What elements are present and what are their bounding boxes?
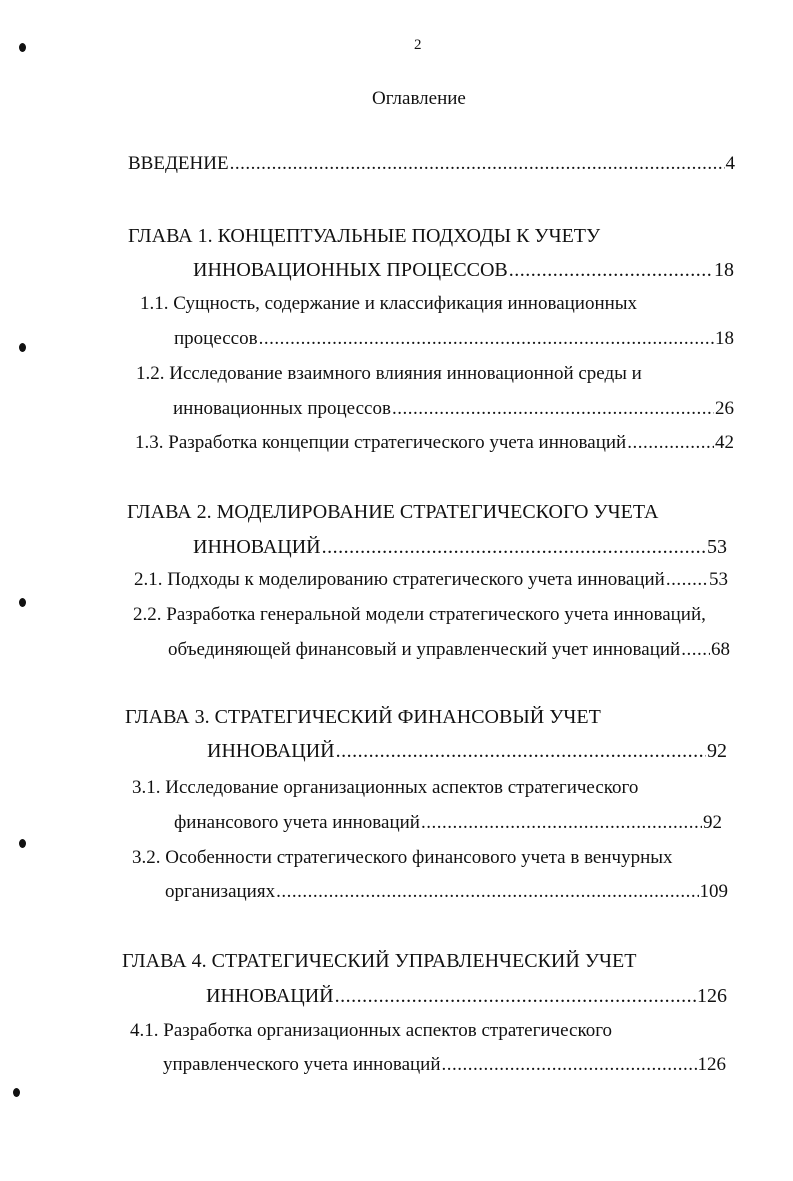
toc-chapter-heading: ГЛАВА 2. МОДЕЛИРОВАНИЕ СТРАТЕГИЧЕСКОГО УЧЕТА <box>127 501 659 523</box>
toc-page: 53 <box>709 569 728 590</box>
binder-hole-mark <box>13 1088 20 1097</box>
toc-chapter-heading: ГЛАВА 3. СТРАТЕГИЧЕСКИЙ ФИНАНСОВЫЙ УЧЕТ <box>125 706 601 728</box>
toc-label: инновационных процессов <box>173 398 391 419</box>
toc-page: 18 <box>714 259 734 281</box>
toc-page: 26 <box>715 398 734 419</box>
toc-page: 4 <box>725 153 735 174</box>
toc-page: 126 <box>697 1054 726 1075</box>
toc-label: организациях <box>165 881 276 902</box>
toc-section-heading: 3.1. Исследование организационных аспектов стратегического <box>132 777 639 798</box>
toc-label: ИННОВАЦИЙ <box>206 985 334 1007</box>
toc-chapter-entry <box>207 739 727 763</box>
leader-dots <box>509 258 713 282</box>
toc-chapter-heading: ГЛАВА 4. СТРАТЕГИЧЕСКИЙ УПРАВЛЕНЧЕСКИЙ УЧЕТ <box>122 950 637 972</box>
toc-page: 53 <box>707 536 727 558</box>
toc-page: 18 <box>715 328 734 349</box>
toc-page: 42 <box>715 432 734 453</box>
toc-label: объединяющей финансовый и управленческий учет инноваций <box>168 639 681 660</box>
toc-label: финансового учета инноваций <box>174 812 420 833</box>
binder-hole-mark <box>19 598 26 607</box>
toc-label: 2.1. Подходы к моделированию стратегического учета инноваций <box>134 569 665 590</box>
leader-dots <box>421 811 702 835</box>
binder-hole-mark <box>19 43 26 52</box>
leader-dots <box>442 1053 697 1077</box>
leader-dots <box>336 739 706 763</box>
toc-label: 1.3. Разработка концепции стратегического учета инноваций <box>135 432 627 453</box>
toc-section-heading: 3.2. Особенности стратегического финансового учета в венчурных <box>132 847 673 868</box>
toc-label: ИННОВАЦИОННЫХ ПРОЦЕССОВ <box>193 259 508 281</box>
toc-section-entry <box>135 431 734 455</box>
leader-dots <box>322 535 706 559</box>
leader-dots <box>666 568 708 592</box>
toc-page: 109 <box>699 881 728 902</box>
leader-dots <box>259 327 714 351</box>
toc-label: ИННОВАЦИЙ <box>193 536 321 558</box>
toc-chapter-entry <box>193 258 734 282</box>
toc-label: управленческого учета инноваций <box>163 1054 441 1075</box>
leader-dots <box>276 880 698 904</box>
toc-section-entry <box>168 638 730 662</box>
toc-page: 92 <box>707 740 727 762</box>
leader-dots <box>335 984 696 1008</box>
toc-section-entry <box>163 1053 726 1077</box>
leader-dots <box>627 431 714 455</box>
toc-label: ИННОВАЦИЙ <box>207 740 335 762</box>
toc-section-entry <box>174 327 734 351</box>
page-title: Оглавление <box>372 88 466 109</box>
toc-section-entry <box>165 880 728 904</box>
toc-section-entry <box>134 568 728 592</box>
toc-section-heading: 1.2. Исследование взаимного влияния инновационной среды и <box>136 363 642 384</box>
toc-page: 126 <box>697 985 727 1007</box>
toc-section-heading: 1.1. Сущность, содержание и классификация инновационных <box>140 293 638 314</box>
toc-section-entry <box>174 811 722 835</box>
toc-chapter-heading: ГЛАВА 1. КОНЦЕПТУАЛЬНЫЕ ПОДХОДЫ К УЧЕТУ <box>128 225 601 247</box>
toc-chapter-entry <box>206 984 727 1008</box>
toc-label: процессов <box>174 328 258 349</box>
toc-page: 92 <box>703 812 722 833</box>
leader-dots <box>681 638 710 662</box>
toc-chapter-entry <box>193 535 727 559</box>
toc-section-heading: 4.1. Разработка организационных аспектов стратегического <box>130 1020 613 1041</box>
binder-hole-mark <box>19 343 26 352</box>
leader-dots <box>230 152 725 176</box>
toc-entry-intro <box>128 152 735 176</box>
page-number: 2 <box>414 37 422 53</box>
binder-hole-mark <box>19 839 26 848</box>
leader-dots <box>392 397 714 421</box>
toc-page: 68 <box>711 639 730 660</box>
toc-section-entry <box>173 397 734 421</box>
toc-section-heading: 2.2. Разработка генеральной модели стратегического учета инноваций, <box>133 604 706 625</box>
toc-label: ВВЕДЕНИЕ <box>128 153 229 174</box>
